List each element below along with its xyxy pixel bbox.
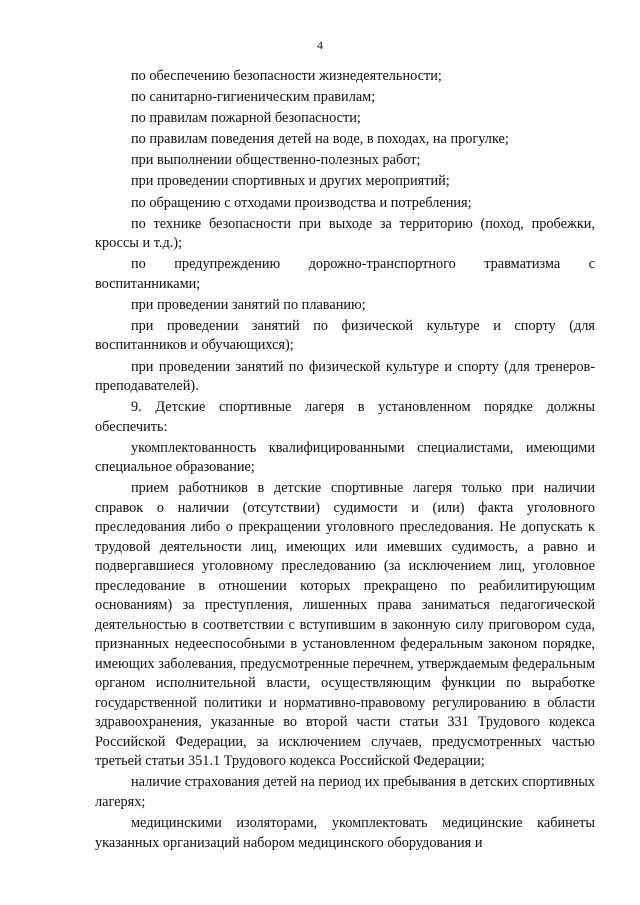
paragraph: при выполнении общественно-полезных работ; <box>131 152 421 169</box>
paragraph: при проведении занятий по плаванию; <box>131 296 366 313</box>
paragraph: при проведении занятий по физической культуре и спорту (для воспитанников и обучающихся); <box>95 317 595 354</box>
document-body <box>95 67 595 855</box>
paragraph: по санитарно-гигиеническим правилам; <box>131 89 376 106</box>
paragraph: 9. Детские спортивные лагеря в установленном порядке должны обеспечить: <box>95 399 595 435</box>
paragraph: при проведении занятий по физической культуре и спорту (для тренеров-преподавателей). <box>95 358 595 395</box>
paragraph: медицинскими изоляторами, укомплектовать медицинские кабинеты указанных организаций набором медицинского оборудования и <box>95 815 595 851</box>
paragraph: наличие страхования детей на период их пребывания в детских спортивных лагерях; <box>95 774 595 810</box>
paragraph: укомплектованность квалифицированными специалистами, имеющими специальное образование; <box>95 439 595 476</box>
paragraph: при проведении спортивных и других мероприятий; <box>131 173 450 190</box>
paragraph: по обеспечению безопасности жизнедеятельности; <box>131 68 442 84</box>
paragraph: по правилам поведения детей на воде, в походах, на прогулке; <box>131 131 509 148</box>
paragraph: по технике безопасности при выходе за территорию (поход, пробежки, кроссы и т.д.); <box>95 215 595 252</box>
paragraph: прием работников в детские спортивные лагеря только при наличии справок о наличии (отсутствии) судимости и (или) факта уголовного преследования либо о прекращении уголовного преследования. Не допускать к трудовой деятельности лиц, имеющих или имевших судимость, а равно и подвергавшиеся уголовному преследованию (за исключением лиц, уголовное преследование в отношении которых прекращено по реабилитирующим основаниям) за преступления, лишенных права заниматься педагогической деятельностью в соответствии с вступившим в законную силу приговором суда, признанных недееспособными в установленном федеральным законом порядке, имеющих заболевания, предусмотренные перечнем, утверждаемым федеральным органом исполнительной власти, осуществляющим функции по выработке государственной политики и нормативно-правовому регулированию в области здравоохранения, указанные во второй части статьи 331 Трудового кодекса Российской Федерации, за исключением случаев, предусмотренных частью третьей статьи 351.1 Трудового кодекса Российской Федерации; <box>95 480 595 770</box>
paragraph: по обращению с отходами производства и потребления; <box>131 194 472 211</box>
page-number: 4 <box>317 38 323 52</box>
paragraph: по предупреждению дорожно-транспортного травматизма с воспитанниками; <box>95 256 595 292</box>
paragraph: по правилам пожарной безопасности; <box>131 110 361 127</box>
